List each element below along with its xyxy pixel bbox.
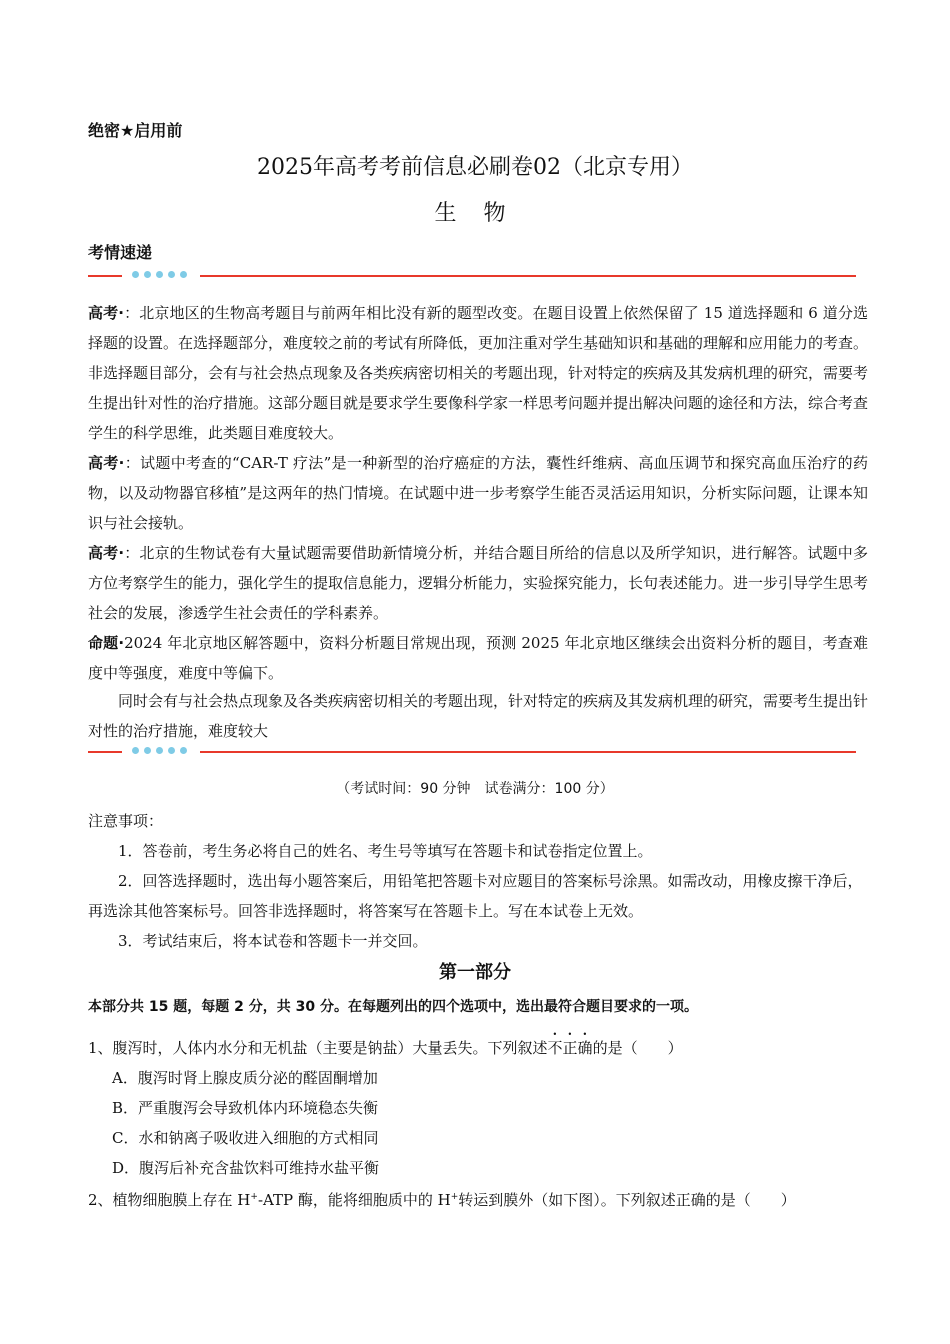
paragraph-text: 2024 年北京地区解答题中，资料分析题目常规出现，预测 2025 年北京地区继续会出资料分析的题目，考查难度中等强度，难度中等偏下。 xyxy=(88,634,868,682)
option-c: C．水和钠离子吸收进入细胞的方式相同 xyxy=(112,1129,379,1147)
question-2-stem: 2、植物细胞膜上存在 H+-ATP 酶，能将细胞质中的 H+转运到膜外（如下图）。下列叙述正确的是（ ） xyxy=(88,1191,796,1209)
analysis-heading: 考情速递 xyxy=(88,243,153,262)
exam-info: （考试时间：90 分钟 试卷满分：100 分） xyxy=(336,781,614,797)
note-item: 1．答卷前，考生务必将自己的姓名、考生号等填写在答题卡和试卷指定位置上。 xyxy=(118,842,653,860)
notes-heading: 注意事项： xyxy=(88,812,164,830)
paragraph-lead: 高考· xyxy=(88,304,124,322)
note-item: 2．回答选择题时，选出每小题答案后，用铅笔把答题卡对应题目的答案标号涂黑。如需改动，用橡皮擦干净后，再选涂其他答案标号。回答非选择题时，将答案写在答题卡上。写在本试卷上无效。 xyxy=(88,872,863,920)
note-item: 3．考试结束后，将本试卷和答题卡一并交回。 xyxy=(118,932,428,950)
paragraph-text: ：北京的生物试卷有大量试题需要借助新情境分析，并结合题目所给的信息以及所学知识，进行解答。试题中多方位考察学生的能力，强化学生的提取信息能力，逻辑分析能力，实验探究能力，长句表述能力。进一步引导学生思考社会的发展，渗透学生社会责任的学科素养。 xyxy=(88,544,869,622)
paragraph-lead: 高考· xyxy=(88,544,125,562)
bottom-divider xyxy=(88,745,856,759)
analysis-paragraph xyxy=(88,628,868,688)
top-divider xyxy=(88,269,856,283)
page-title: 2025年高考考前信息必刷卷02（北京专用） xyxy=(257,155,693,180)
paragraph-lead: 高考· xyxy=(88,454,125,472)
subject-title: 生 物 xyxy=(434,201,516,226)
analysis-paragraph xyxy=(88,298,868,448)
analysis-paragraph xyxy=(88,448,868,538)
secret-label: 绝密★启用前 xyxy=(88,121,183,140)
option-d: D．腹泻后补充含盐饮料可维持水盐平衡 xyxy=(112,1159,380,1177)
paragraph-text: ：试题中考查的“CAR-T 疗法”是一种新型的治疗癌症的方法，囊性纤维病、高血压调节和探究高血压治疗的药物，以及动物器官移植”是这两年的热门情境。在试题中进一步考察学生能否灵活运用知识，分析实际问题，让课本知识与社会接轨。 xyxy=(88,454,868,532)
paragraph-text: ：北京地区的生物高考题目与前两年相比没有新的题型改变。在题目设置上依然保留了 15 道选择题和 6 道分选择题的设置。在选择题部分，难度较之前的考试有所降低，更加注重对学生基础知识和基础的理解和应用能力的考查。非选择题目部分，会有与社会热点现象及各类疾病密切相关的考题出现，针对特定的疾病及其发病机理的研究，需要考生提出针对性的治疗措施。这部分题目就是要求学生要像科学家一样思考问题并提出解决问题的途径和方法，综合考查学生的科学思维，此类题目难度较大。 xyxy=(88,304,869,442)
part-description: 本部分共 15 题，每题 2 分，共 30 分。在每题列出的四个选项中，选出最符合题目要求的一项。 xyxy=(88,999,698,1015)
question-1-stem: 1、腹泻时，人体内水分和无机盐（主要是钠盐）大量丢失。下列叙述不正确的是（ ） xyxy=(88,1039,683,1057)
part-title: 第一部分 xyxy=(439,962,511,983)
option-b: B．严重腹泻会导致机体内环境稳态失衡 xyxy=(112,1099,379,1117)
option-a: A．腹泻时肾上腺皮质分泌的醛固酮增加 xyxy=(112,1069,378,1087)
analysis-paragraph xyxy=(88,538,868,628)
analysis-closing: 同时会有与社会热点现象及各类疾病密切相关的考题出现，针对特定的疾病及其发病机理的研究，需要考生提出针对性的治疗措施，难度较大 xyxy=(88,692,869,740)
emphasis-text: 不正确 xyxy=(547,1039,593,1057)
paragraph-lead: 命题· xyxy=(88,634,125,652)
